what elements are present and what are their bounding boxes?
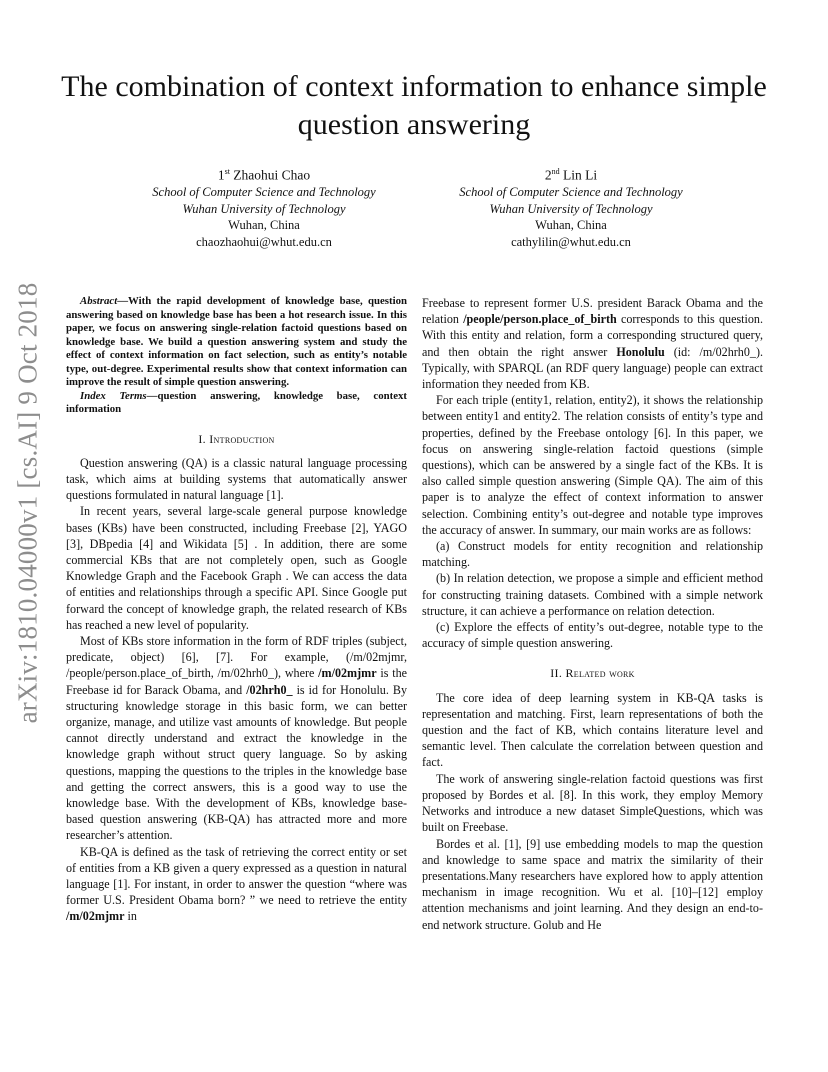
author-name-2: 2nd Lin Li	[544, 167, 598, 183]
right-column	[422, 295, 763, 933]
author-dept-2: School of Computer Science and Technology	[459, 185, 683, 200]
right-paragraph-1: Freebase to represent former U.S. president Barack Obama and the relation /people/person.place_of_birth corresponds to this question. With this entity and relation, form a corresponding structured query, and then obtain the right answer Honolulu (id: /m/02hrh0_). Typically, with SPARQL (an RDF query language) people can extract information they needed from KB.	[422, 296, 763, 392]
intro-paragraph-3: Most of KBs store information in the form of RDF triples (subject, predicate, object) [6], [7]. For example, (/m/02mjmr, /people/person.place_of_birth, /m/02hrh0_), where /m/02mjmr is the Freebase id for Barack Obama, and /02hrh0_ is id for Honolulu. By structuring knowledge storage in this basic form, we can better organize, manage, and utilize vast amounts of knowledge. But people cannot directly understand and extract the knowledge in the knowledge graph without struct query language. So by asking questions, mapping the questions to the triples in the knowledge base and getting the correct answers, this is a good way to use the knowledge base. With the development of KBs, knowledge base-based question answering (KB-QA) has attracted more and more researcher’s attention.	[66, 633, 408, 843]
index-terms: Index Terms—question answering, knowledge base, context information	[66, 389, 407, 415]
arxiv-sidebar-stamp	[8, 268, 48, 738]
related-paragraph-1: The core idea of deep learning system in KB-QA tasks is representation and matching. First, learn representations of both the question and the fact of KB, which contains literature level and semantic level. Then calculate the correlation between question and fact.	[422, 690, 763, 770]
section-heading-introduction: I. Introduction	[198, 431, 275, 446]
author-dept-1: School of Computer Science and Technology	[152, 185, 376, 200]
intro-paragraph-1: Question answering (QA) is a classic natural language processing task, which aims at building systems that automatically answer questions formulated in natural language [1].	[66, 455, 407, 503]
abstract: Abstract—With the rapid development of knowledge base, question answering based on knowledge base has been a hot research issue. In this paper, we focus on answering single-relation factoid questions based on knowledge base. We build a question answering system and study the effect of context information on fact selection, such as entity’s notable type, out-degree. Experimental results show that context information can improve the result of simple question answering.	[66, 295, 407, 388]
author-name-1: 1st Zhaohui Chao	[217, 167, 311, 183]
author-univ-2: Wuhan University of Technology	[489, 201, 653, 216]
section-heading-related-work: II. Related work	[550, 666, 635, 681]
related-paragraph-2: The work of answering single-relation factoid questions was first proposed by Bordes et al. [8]. In this work, they employ Memory Networks and introduce a new dataset SimpleQuestions, which was built on Freebase.	[422, 771, 763, 835]
author-block-1	[114, 164, 414, 250]
intro-paragraph-2: In recent years, several large-scale general purpose knowledge bases (KBs) have been constructed, including Freebase [2], YAGO [3], DBpedia [4] and Wikidata [5] . In addition, there are some commercial KBs that are not completely open, such as Google Knowledge Graph and the Facebook Graph . We can access the data of entities and relationships through a specific API. Since Google put forward the concept of knowledge graph, the related research of KBs has reached a new level of popularity.	[66, 504, 407, 632]
related-paragraph-3: Bordes et al. [1], [9] use embedding models to map the question and knowledge to same space and matrix the similarity of their presentations.Many researchers have explored how to apply attention mechanism in image recognition. Wu et al. [10]–[12] employ attention mechanisms and joint learning. And they design an end-to-end network structure. Golub and He	[422, 836, 763, 932]
author-univ-1: Wuhan University of Technology	[182, 201, 346, 216]
contribution-a: (a) Construct models for entity recognition and relationship matching.	[422, 539, 763, 570]
author-email-1[interactable]: chaozhaohui@whut.edu.cn	[196, 234, 332, 249]
intro-paragraph-4: KB-QA is defined as the task of retrieving the correct entity or set of entities from a KB given a query expressed as a question in natural language [1]. For instant, in order to answer the question “where was former U.S. President Obama born? ” we need to retrieve the entity /m/02mjmr in	[66, 844, 407, 924]
right-paragraph-2: For each triple (entity1, relation, entity2), it shows the relationship between entity1 and entity2. The relation consists of entity’s type and properties, defined by the Freebase ontology [6]. In this paper, we focus on answering single-relation factoid questions (simple questions), which can be answered by a single fact of the KBs. It is also called simple question answering (Simple QA). The aim of this paper is to analyze the effect of context information to answer selection. Combining entity’s out-degree and notable type improves the accuracy of answer. In summary, our main works are as follows:	[422, 393, 763, 537]
author-city-1: Wuhan, China	[228, 218, 300, 233]
left-column	[66, 295, 407, 925]
author-email-2[interactable]: cathylilin@whut.edu.cn	[511, 234, 631, 249]
contribution-b: (b) In relation detection, we propose a simple and efficient method for constructing training datasets. Combined with a simple network structure, it can achieve a performance on relation detection.	[422, 571, 763, 618]
author-block-2	[421, 164, 721, 250]
contribution-c: (c) Explore the effects of entity’s out-degree, notable type to the accuracy of simple question answering.	[422, 620, 763, 651]
author-city-2: Wuhan, China	[535, 218, 607, 233]
arxiv-id: arXiv:1810.04000v1 [cs.AI] 9 Oct 2018	[12, 282, 43, 724]
paper-title: The combination of context information to enhance simple question answering	[61, 70, 767, 141]
